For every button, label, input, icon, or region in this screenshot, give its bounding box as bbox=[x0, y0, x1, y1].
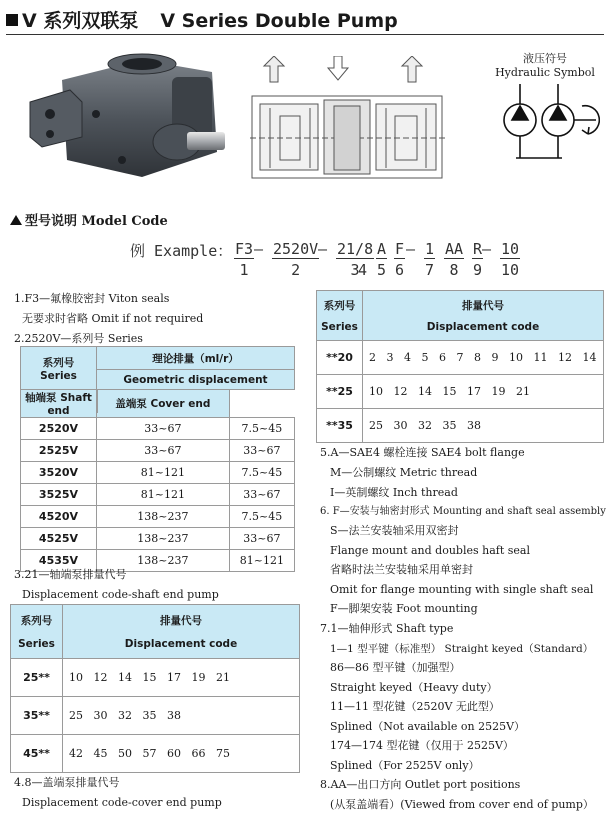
page-title: V 系列双联泵 V Series Double Pump bbox=[6, 6, 606, 34]
code-number: 4 bbox=[358, 261, 368, 279]
displacement-header-en: Geometric displacement bbox=[97, 370, 295, 390]
note-7-e: Splined（Not available on 2525V） bbox=[330, 720, 526, 733]
title-divider bbox=[6, 34, 604, 35]
code-segment: A 5 bbox=[377, 240, 387, 279]
table-row: 3525V 81~121 33~67 bbox=[21, 484, 295, 506]
table-row: **35 25 30 32 35 38 bbox=[317, 409, 604, 443]
code-segment: 1 7 bbox=[425, 240, 435, 279]
note-7-b: 86—86 型平键（加强型） bbox=[330, 661, 461, 674]
cover-end-header: 盖端泵 Cover end bbox=[97, 390, 230, 418]
note-3-sub: Displacement code-shaft end pump bbox=[22, 588, 219, 601]
code-segment: F 6 bbox=[395, 240, 405, 279]
code-segment: 2520V 2 bbox=[273, 240, 319, 279]
note-7-a: 1—1 型平键（标准型） Straight keyed（Standard） bbox=[330, 643, 594, 655]
model-code-heading: 型号说明 Model Code bbox=[10, 210, 168, 229]
displacement-header-cn: 理论排量（ml/r） bbox=[97, 347, 295, 370]
displacement-header: 排量代号 Displacement code bbox=[363, 291, 604, 341]
code-dash: — bbox=[406, 240, 416, 258]
table-row: **20 2 3 4 5 6 7 8 9 10 11 12 14 bbox=[317, 341, 604, 375]
code-dash: — bbox=[318, 240, 328, 258]
series-header: 系列号 Series bbox=[317, 291, 363, 341]
triangle-bullet-icon bbox=[10, 215, 22, 225]
note-5: 5.A—SAE4 螺栓连接 SAE4 bolt flange bbox=[320, 446, 525, 459]
shaft-end-header: 轴端泵 Shaft end bbox=[21, 390, 97, 418]
table-row: 3520V 81~121 7.5~45 bbox=[21, 462, 295, 484]
note-5-metric: M—公制螺纹 Metric thread bbox=[330, 466, 478, 479]
table-row: 2525V 33~67 33~67 bbox=[21, 440, 295, 462]
table-row: 2520V 33~67 7.5~45 bbox=[21, 418, 295, 440]
series-header: 系列号 Series bbox=[11, 605, 63, 659]
note-4: 4.8—盖端泵排量代号 bbox=[14, 776, 120, 789]
note-2: 2.2520V—系列号 Series bbox=[14, 332, 143, 345]
note-7-d: 11—11 型花键（2520V 无此型） bbox=[330, 700, 500, 713]
note-5-inch: I—英制螺纹 Inch thread bbox=[330, 486, 458, 499]
table-row: **25 10 12 14 15 17 19 21 bbox=[317, 375, 604, 409]
code-segment: 21/8 3 bbox=[337, 240, 374, 279]
note-3: 3.21—轴端泵排量代号 bbox=[14, 568, 127, 581]
note-4-sub: Displacement code-cover end pump bbox=[22, 796, 222, 809]
note-8-b: (从泵盖端看）(Viewed from cover end of pump） bbox=[330, 798, 594, 811]
note-7-c: Straight keyed（Heavy duty） bbox=[330, 681, 498, 694]
square-bullet-icon bbox=[6, 14, 18, 26]
table-row: 45** 42 45 50 57 60 66 75 bbox=[11, 735, 300, 773]
note-6-omit-en: Omit for flange mounting with single shaft seal bbox=[330, 583, 594, 596]
code-segment: AA 8 bbox=[445, 240, 464, 279]
note-6-s: S—法兰安装轴采用双密封 bbox=[330, 524, 459, 537]
note-6: 6. F—安装与轴密封形式 Mounting and shaft seal assembly bbox=[320, 506, 606, 517]
note-1-sub: 无要求时省略 Omit if not required bbox=[22, 312, 204, 325]
table-row: 4520V 138~237 7.5~45 bbox=[21, 506, 295, 528]
cover-end-displacement-table bbox=[316, 290, 604, 443]
note-7-f: 174—174 型花键（仅用于 2525V） bbox=[330, 739, 514, 752]
code-segment: F3 1 bbox=[235, 240, 254, 279]
displacement-header: 排量代号 Displacement code bbox=[63, 605, 300, 659]
note-6-foot: F—脚架安装 Foot mounting bbox=[330, 602, 478, 615]
note-7-g: Splined（For 2525V only） bbox=[330, 759, 480, 772]
code-segment: R 9 bbox=[473, 240, 483, 279]
note-1: 1.F3—氟橡胶密封 Viton seals bbox=[14, 292, 170, 305]
pump-photo bbox=[22, 42, 232, 192]
shaft-end-displacement-table bbox=[10, 604, 300, 773]
code-dash: — bbox=[482, 240, 492, 258]
note-6-s-en: Flange mount and doubles haft seal bbox=[330, 544, 530, 557]
code-dash: — bbox=[254, 240, 264, 258]
table-row: 4525V 138~237 33~67 bbox=[21, 528, 295, 550]
table-row: 35** 25 30 32 35 38 bbox=[11, 697, 300, 735]
note-7: 7.1—轴伸形式 Shaft type bbox=[320, 622, 454, 635]
table-row: 4535V 138~237 81~121 bbox=[21, 550, 295, 572]
hydraulic-symbol-label: 液压符号 Hydraulic Symbol bbox=[495, 52, 595, 79]
series-header: 系列号 Series bbox=[21, 347, 97, 390]
pump-cross-section-drawing bbox=[250, 56, 445, 196]
note-6-omit: 省略时法兰安装轴采用单密封 bbox=[330, 563, 473, 576]
example-prefix: 例 Example： bbox=[130, 242, 233, 260]
table-row: 25** 10 12 14 15 17 19 21 bbox=[11, 659, 300, 697]
code-segment: 10 10 bbox=[501, 240, 520, 279]
note-8: 8.AA—出口方向 Outlet port positions bbox=[320, 778, 521, 791]
hydraulic-symbol-icon bbox=[496, 80, 600, 166]
series-displacement-table bbox=[20, 346, 295, 572]
sub-header-row bbox=[97, 389, 295, 413]
